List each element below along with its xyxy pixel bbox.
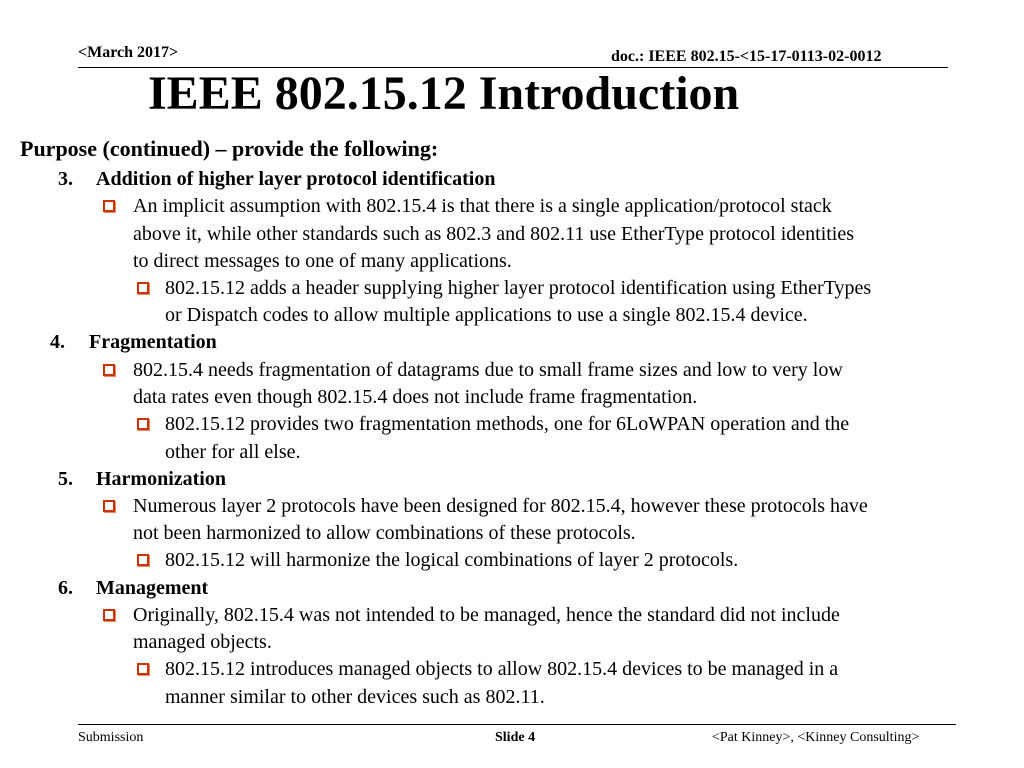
footer-divider [78, 724, 956, 725]
square-bullet-icon [103, 609, 115, 621]
item-3-text-line-1: An implicit assumption with 802.15.4 is that there is a single application/protocol stack [133, 195, 832, 217]
square-bullet-icon [103, 364, 115, 376]
item-6-subtext-line-1: 802.15.12 introduces managed objects to allow 802.15.4 devices to be managed in a [165, 658, 839, 680]
item-4-number: 4. [50, 331, 65, 353]
purpose-heading: Purpose (continued) – provide the following: [20, 136, 439, 161]
item-5-number: 5. [58, 468, 73, 490]
header-doc-id: doc.: IEEE 802.15-<15-17-0113-02-0012 [611, 48, 882, 65]
footer-author: <Pat Kinney>, <Kinney Consulting> [712, 730, 920, 745]
square-bullet-icon [137, 663, 149, 675]
item-4-subtext-line-1: 802.15.12 provides two fragmentation methods, one for 6LoWPAN operation and the [165, 413, 850, 435]
item-6-text-line-2: managed objects. [133, 631, 272, 653]
item-5-text-line-1: Numerous layer 2 protocols have been designed for 802.15.4, however these protocols have [133, 495, 868, 517]
item-3-heading: Addition of higher layer protocol identification [96, 168, 496, 190]
item-5-text-line-2: not been harmonized to allow combinations of these protocols. [133, 522, 636, 544]
item-4-subtext-line-2: other for all else. [165, 441, 301, 463]
square-bullet-icon [137, 554, 149, 566]
item-6-subtext-line-2: manner similar to other devices such as 802.11. [165, 686, 545, 708]
item-6-heading: Management [96, 577, 209, 599]
item-6-number: 6. [58, 577, 73, 599]
item-3-text-line-2: above it, while other standards such as 802.3 and 802.11 use EtherType protocol identities [133, 223, 855, 245]
item-3-number: 3. [58, 168, 73, 190]
square-bullet-icon [103, 500, 115, 512]
item-6-text-line-1: Originally, 802.15.4 was not intended to be managed, hence the standard did not include [133, 604, 840, 626]
item-4-text-line-2: data rates even though 802.15.4 does not include frame fragmentation. [133, 386, 698, 408]
item-4-text-line-1: 802.15.4 needs fragmentation of datagrams due to small frame sizes and low to very low [133, 359, 843, 381]
item-4-heading: Fragmentation [89, 331, 217, 353]
slide-title: IEEE 802.15.12 Introduction [148, 67, 740, 120]
footer-slide-number: Slide 4 [495, 730, 536, 745]
item-3-subtext-line-1: 802.15.12 adds a header supplying higher layer protocol identification using EtherTypes [165, 277, 872, 299]
item-5-subtext-line-1: 802.15.12 will harmonize the logical combinations of layer 2 protocols. [165, 549, 739, 571]
item-3-subtext-line-2: or Dispatch codes to allow multiple applications to use a single 802.15.4 device. [165, 304, 808, 326]
item-3-text-line-3: to direct messages to one of many applications. [133, 250, 512, 272]
item-5-heading: Harmonization [96, 468, 226, 490]
header-date: <March 2017> [78, 44, 179, 61]
square-bullet-icon [137, 418, 149, 430]
square-bullet-icon [103, 200, 115, 212]
square-bullet-icon [137, 282, 149, 294]
footer-submission: Submission [78, 730, 144, 745]
